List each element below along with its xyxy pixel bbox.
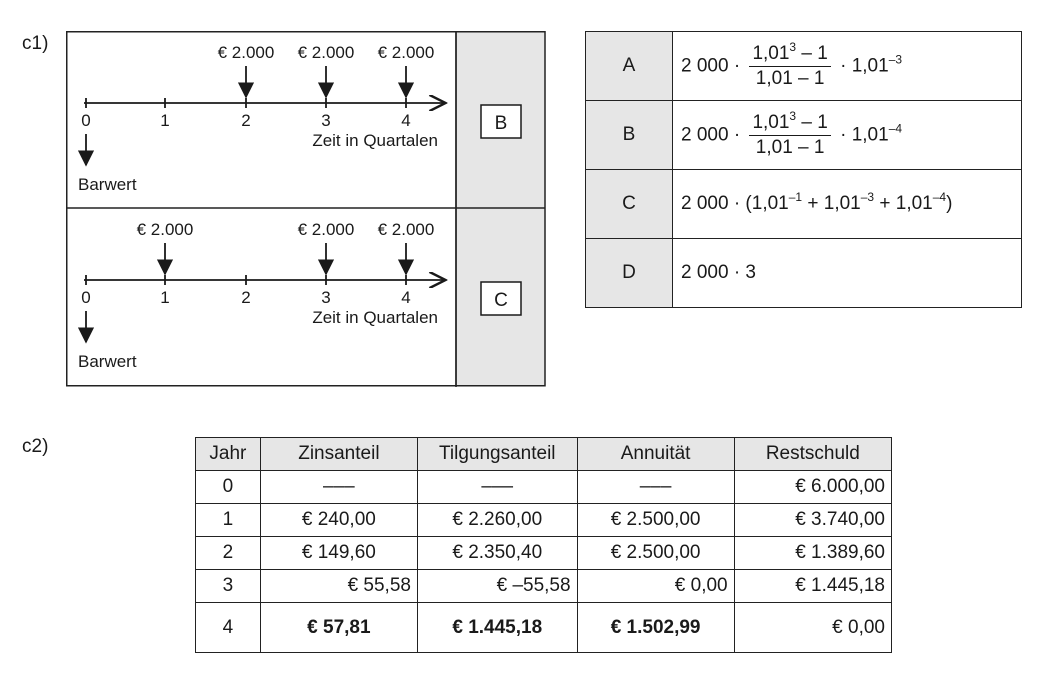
tick-label: 3	[321, 288, 331, 307]
column-header: Restschuld	[734, 438, 891, 471]
exponent: –1	[788, 190, 803, 204]
option-row-b	[586, 101, 1022, 170]
payment-label: € 2.000	[377, 220, 435, 239]
table-cell: € 57,81	[260, 603, 417, 653]
table-cell: € 240,00	[260, 504, 417, 537]
table-cell: € 1.445,18	[734, 570, 891, 603]
option-letter: B	[586, 101, 673, 170]
payment-label: € 2.000	[297, 43, 355, 62]
tick-label: 3	[321, 111, 331, 130]
table-cell: € 2.500,00	[577, 537, 734, 570]
option-expression	[673, 32, 1022, 101]
table-cell: –––	[417, 471, 577, 504]
frac-num-tail: – 1	[796, 111, 828, 133]
option-row-c	[586, 170, 1022, 239]
frac-num: 1,01	[752, 111, 790, 133]
exponent: –4	[932, 190, 947, 204]
tick-label: 2	[241, 288, 251, 307]
tick-label: 0	[81, 111, 91, 130]
option-letter: A	[586, 32, 673, 101]
table-cell: € 2.260,00	[417, 504, 577, 537]
option-letter: C	[586, 170, 673, 239]
tick-label: 4	[401, 288, 411, 307]
column-header: Jahr	[196, 438, 261, 471]
table-cell: € –55,58	[417, 570, 577, 603]
payment-label: € 2.000	[136, 220, 194, 239]
frac-num-tail: – 1	[796, 42, 828, 64]
table-cell: € 1.445,18	[417, 603, 577, 653]
option-expression	[673, 101, 1022, 170]
payment-label: € 2.000	[217, 43, 275, 62]
table-cell: € 55,58	[260, 570, 417, 603]
table-cell: 4	[196, 603, 261, 653]
table-cell: € 149,60	[260, 537, 417, 570]
answer-letter: C	[494, 290, 508, 311]
expr-part: + 1,01	[802, 193, 861, 214]
column-header: Tilgungsanteil	[417, 438, 577, 471]
answer-letter: B	[494, 113, 508, 134]
expr-part: 2 000 · (1,01	[681, 193, 789, 214]
table-cell: € 2.350,40	[417, 537, 577, 570]
tick-label: 1	[160, 111, 170, 130]
exponent: 3	[789, 39, 797, 54]
payment-label: € 2.000	[377, 43, 435, 62]
timeline-matching-panel	[66, 31, 546, 387]
exponent: –3	[888, 52, 903, 67]
option-letter: D	[586, 239, 673, 308]
table-row	[196, 570, 892, 603]
payment-label: € 2.000	[297, 220, 355, 239]
table-cell: € 0,00	[734, 603, 891, 653]
table-cell: € 2.500,00	[577, 504, 734, 537]
expr-tail: · 1,01	[840, 55, 889, 77]
exponent: 3	[789, 108, 797, 123]
table-cell: € 0,00	[577, 570, 734, 603]
axis-label: Zeit in Quartalen	[312, 308, 438, 327]
exponent: –4	[888, 121, 903, 136]
present-value-label: Barwert	[78, 175, 137, 194]
table-cell: € 1.389,60	[734, 537, 891, 570]
tick-label: 2	[241, 111, 251, 130]
tick-label: 0	[81, 288, 91, 307]
frac-den: 1,01 – 1	[755, 67, 825, 89]
table-cell: € 6.000,00	[734, 471, 891, 504]
expr-tail: · 1,01	[840, 124, 889, 146]
expr-part: )	[946, 193, 953, 214]
tick-label: 1	[160, 288, 170, 307]
table-cell: 1	[196, 504, 261, 537]
table-cell: –––	[577, 471, 734, 504]
table-cell: 2	[196, 537, 261, 570]
column-header: Zinsanteil	[260, 438, 417, 471]
table-row	[196, 603, 892, 653]
exponent: –3	[860, 190, 875, 204]
table-cell: € 1.502,99	[577, 603, 734, 653]
option-row-d	[586, 239, 1022, 308]
formula-options-table	[585, 31, 1022, 308]
option-expression	[673, 170, 1022, 239]
part-label-c2: c2)	[22, 436, 49, 457]
table-cell: € 3.740,00	[734, 504, 891, 537]
option-expression: 2 000 · 3	[673, 239, 1022, 308]
table-cell: 3	[196, 570, 261, 603]
expr-lead: 2 000 ·	[681, 55, 741, 77]
frac-den: 1,01 – 1	[755, 136, 825, 158]
fraction	[749, 39, 830, 90]
axis-label: Zeit in Quartalen	[312, 131, 438, 150]
table-header-row	[196, 438, 892, 471]
option-row-a	[586, 32, 1022, 101]
table-row	[196, 504, 892, 537]
table-cell: 0	[196, 471, 261, 504]
amortization-table	[195, 437, 892, 653]
present-value-label: Barwert	[78, 352, 137, 371]
table-body	[196, 471, 892, 653]
frac-num: 1,01	[752, 42, 790, 64]
fraction	[749, 108, 830, 159]
expr-lead: 2 000 ·	[681, 124, 741, 146]
tick-label: 4	[401, 111, 411, 130]
table-cell: –––	[260, 471, 417, 504]
expr-part: + 1,01	[874, 193, 933, 214]
column-header: Annuität	[577, 438, 734, 471]
table-row	[196, 537, 892, 570]
part-label-c1: c1)	[22, 33, 49, 54]
table-row	[196, 471, 892, 504]
